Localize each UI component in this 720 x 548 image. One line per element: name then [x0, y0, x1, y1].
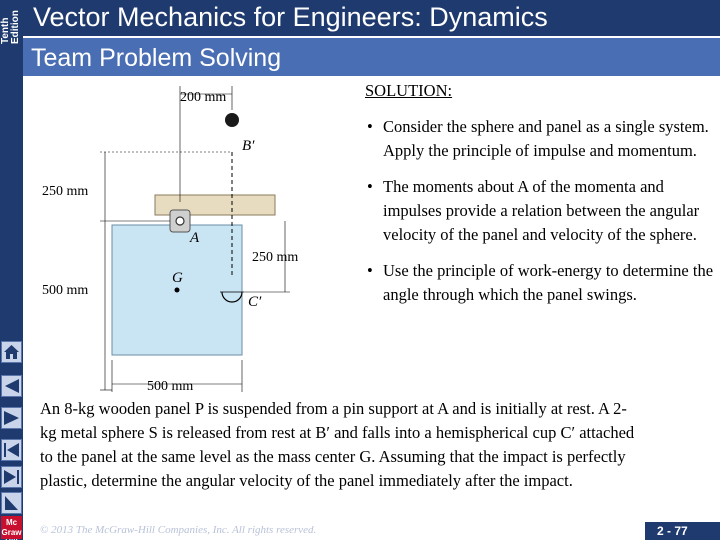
page-title: Vector Mechanics for Engineers: Dynamics — [23, 0, 720, 36]
copyright-notice: © 2013 The McGraw-Hill Companies, Inc. All rights reserved. — [40, 524, 317, 536]
solution-step-1: • Consider the sphere and panel as a single system. Apply the principle of impulse and momentum. — [365, 115, 715, 163]
point-b-prime-label: B′ — [242, 138, 255, 154]
problem-statement: An 8-kg wooden panel P is suspended from a pin support at A and is initially at rest. A 2-kg metal sphere S is released from rest at B′ and falls into a hemispherical cup C′ attached to the panel at the same level as the mass center G. Assuming that the impact is perfectly plastic, determine the angular velocity of the panel immediately after the impact. — [40, 399, 635, 490]
point-g-label: G — [172, 270, 183, 286]
dim-bottom-label: 500 mm — [147, 379, 194, 394]
problem-figure — [30, 80, 355, 395]
point-c-prime-label: C′ — [248, 294, 262, 310]
first-slide-icon[interactable] — [1, 375, 22, 397]
dim-250-left-label: 250 mm — [42, 184, 89, 199]
exit-icon[interactable] — [1, 492, 22, 514]
next-slide-icon[interactable] — [1, 407, 22, 429]
publisher-logo: Mc Graw Hill — [1, 518, 22, 547]
dim-500-left-label: 500 mm — [42, 283, 89, 298]
mass-center-dot — [175, 288, 180, 293]
solution-heading: SOLUTION: — [365, 81, 453, 100]
pin — [176, 217, 184, 225]
edition-line-1: Tenth — [0, 17, 11, 44]
sphere — [225, 113, 239, 127]
dim-top-label: 200 mm — [180, 90, 227, 105]
last-slide-icon[interactable] — [1, 466, 22, 488]
solution-step-3: • Use the principle of work-energy to determine the angle through which the panel swings. — [365, 259, 715, 307]
previous-slide-icon[interactable] — [1, 439, 22, 461]
solution-step-2: • The moments about A of the momenta and impulses provide a relation between the angular velocity of the panel and velocity of the sphere. — [365, 175, 715, 247]
point-a-label: A — [190, 230, 200, 246]
home-icon[interactable] — [1, 341, 22, 363]
slide-number: 2 - 77 — [657, 524, 688, 538]
edition-label — [0, 0, 23, 44]
footer — [0, 520, 720, 540]
edition-line-2: Edition — [10, 10, 21, 44]
solution-panel — [365, 79, 715, 319]
page-subtitle: Team Problem Solving — [23, 38, 720, 76]
left-nav-bar — [0, 0, 23, 547]
dim-250-right-label: 250 mm — [252, 250, 299, 265]
